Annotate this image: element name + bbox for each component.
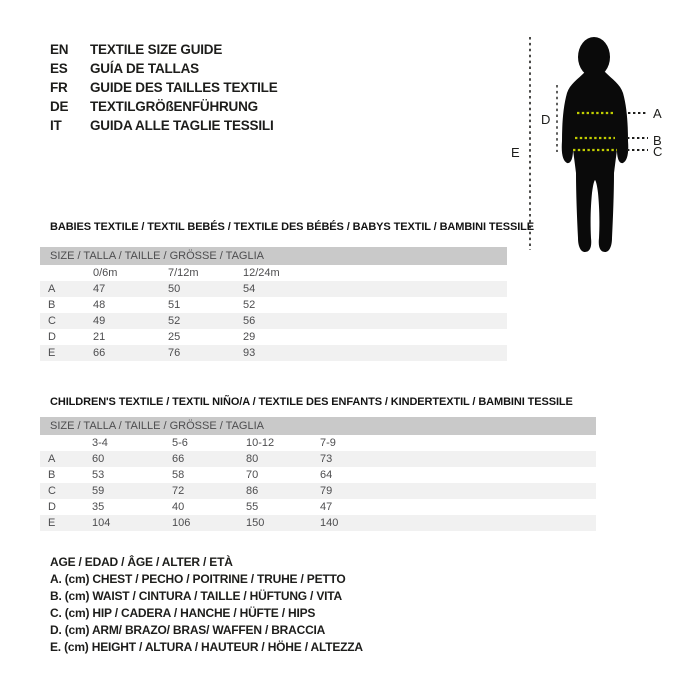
cell: 58 bbox=[172, 469, 185, 481]
babies-size-table bbox=[40, 247, 507, 361]
babies-size-header: SIZE / TALLA / TAILLE / GRÖSSE / TAGLIA bbox=[40, 247, 507, 265]
cell: 47 bbox=[93, 283, 106, 295]
cell: 53 bbox=[92, 469, 105, 481]
children-table-title: CHILDREN'S TEXTILE / TEXTIL NIÑO/A / TEXTILE DES ENFANTS / KINDERTEXTIL / BAMBINI TESSILE bbox=[50, 396, 573, 408]
cell: 60 bbox=[92, 453, 105, 465]
legend-hip-line: C. (cm) HIP / CADERA / HANCHE / HÜFTE / HIPS bbox=[50, 606, 316, 620]
row-label: C bbox=[48, 485, 56, 497]
cell: 52 bbox=[243, 299, 256, 311]
age-column-header: 7-9 bbox=[320, 437, 336, 449]
cell: 76 bbox=[168, 347, 181, 359]
cell: 106 bbox=[172, 517, 191, 529]
cell: 140 bbox=[320, 517, 339, 529]
arm-label: D bbox=[541, 112, 551, 127]
language-code: DE bbox=[50, 99, 69, 114]
cell: 51 bbox=[168, 299, 181, 311]
cell: 49 bbox=[93, 315, 106, 327]
cell: 73 bbox=[320, 453, 333, 465]
cell: 21 bbox=[93, 331, 106, 343]
cell: 64 bbox=[320, 469, 333, 481]
children-size-table bbox=[40, 417, 596, 531]
legend-arm-line: D. (cm) ARM/ BRAZO/ BRAS/ WAFFEN / BRACCIA bbox=[50, 623, 326, 637]
row-label: E bbox=[48, 517, 56, 529]
cell: 70 bbox=[246, 469, 259, 481]
age-column-header: 12/24m bbox=[243, 267, 280, 279]
child-silhouette-body bbox=[562, 71, 629, 252]
legend-waist-line: B. (cm) WAIST / CINTURA / TAILLE / HÜFTUNG / VITA bbox=[50, 589, 342, 603]
cell: 56 bbox=[243, 315, 256, 327]
age-column-header: 0/6m bbox=[93, 267, 118, 279]
language-code: FR bbox=[50, 80, 68, 95]
cell: 25 bbox=[168, 331, 181, 343]
row-label: B bbox=[48, 469, 56, 481]
row-label: A bbox=[48, 283, 56, 295]
row-label: C bbox=[48, 315, 56, 327]
table-row bbox=[40, 297, 507, 313]
children-age-columns-row bbox=[40, 435, 596, 451]
language-title-list bbox=[50, 40, 278, 135]
language-row-it bbox=[50, 116, 278, 135]
cell: 29 bbox=[243, 331, 256, 343]
language-row-en bbox=[50, 40, 278, 59]
babies-age-columns-row bbox=[40, 265, 507, 281]
age-column-header: 5-6 bbox=[172, 437, 188, 449]
table-row bbox=[40, 499, 596, 515]
table-row bbox=[40, 483, 596, 499]
cell: 93 bbox=[243, 347, 256, 359]
cell: 47 bbox=[320, 501, 333, 513]
hip-label: C bbox=[653, 144, 663, 159]
age-column-header: 3-4 bbox=[92, 437, 108, 449]
waist-label: B bbox=[653, 133, 662, 148]
cell: 104 bbox=[92, 517, 111, 529]
cell: 50 bbox=[168, 283, 181, 295]
row-label: D bbox=[48, 501, 56, 513]
language-code: ES bbox=[50, 61, 68, 76]
cell: 55 bbox=[246, 501, 259, 513]
cell: 150 bbox=[246, 517, 265, 529]
legend-height-line: E. (cm) HEIGHT / ALTURA / HAUTEUR / HÖHE / ALTEZZA bbox=[50, 640, 363, 654]
language-code: EN bbox=[50, 42, 69, 57]
babies-table-title: BABIES TEXTILE / TEXTIL BEBÉS / TEXTILE DES BÉBÉS / BABYS TEXTIL / BAMBINI TESSILE bbox=[50, 221, 535, 233]
language-row-de bbox=[50, 97, 278, 116]
row-label: E bbox=[48, 347, 56, 359]
cell: 80 bbox=[246, 453, 259, 465]
language-row-fr bbox=[50, 78, 278, 97]
cell: 52 bbox=[168, 315, 181, 327]
table-row bbox=[40, 345, 507, 361]
table-row bbox=[40, 467, 596, 483]
cell: 40 bbox=[172, 501, 185, 513]
age-column-header: 10-12 bbox=[246, 437, 275, 449]
row-label: B bbox=[48, 299, 56, 311]
language-code: IT bbox=[50, 118, 62, 133]
legend-age-line: AGE / EDAD / ÂGE / ALTER / ETÀ bbox=[50, 555, 233, 569]
cell: 54 bbox=[243, 283, 256, 295]
row-label: D bbox=[48, 331, 56, 343]
cell: 72 bbox=[172, 485, 185, 497]
cell: 35 bbox=[92, 501, 105, 513]
guide-title: GUIDA ALLE TAGLIE TESSILI bbox=[90, 118, 274, 133]
table-row bbox=[40, 515, 596, 531]
guide-title: GUIDE DES TAILLES TEXTILE bbox=[90, 80, 278, 95]
cell: 66 bbox=[93, 347, 106, 359]
legend-chest-line: A. (cm) CHEST / PECHO / POITRINE / TRUHE / PETTO bbox=[50, 572, 346, 586]
row-label: A bbox=[48, 453, 56, 465]
child-measurement-figure bbox=[505, 25, 690, 253]
cell: 79 bbox=[320, 485, 333, 497]
guide-title: TEXTILE SIZE GUIDE bbox=[90, 42, 223, 57]
age-column-header: 7/12m bbox=[168, 267, 199, 279]
language-row-es bbox=[50, 59, 278, 78]
table-row bbox=[40, 313, 507, 329]
measurement-legend bbox=[50, 554, 363, 656]
cell: 59 bbox=[92, 485, 105, 497]
chest-label: A bbox=[653, 106, 662, 121]
height-label: E bbox=[511, 145, 520, 160]
cell: 66 bbox=[172, 453, 185, 465]
table-row bbox=[40, 329, 507, 345]
guide-title: GUÍA DE TALLAS bbox=[90, 61, 199, 76]
cell: 86 bbox=[246, 485, 259, 497]
guide-title: TEXTILGRÖßENFÜHRUNG bbox=[90, 99, 258, 114]
child-silhouette-head bbox=[578, 37, 610, 77]
cell: 48 bbox=[93, 299, 106, 311]
table-row bbox=[40, 281, 507, 297]
children-size-header: SIZE / TALLA / TAILLE / GRÖSSE / TAGLIA bbox=[40, 417, 596, 435]
table-row bbox=[40, 451, 596, 467]
